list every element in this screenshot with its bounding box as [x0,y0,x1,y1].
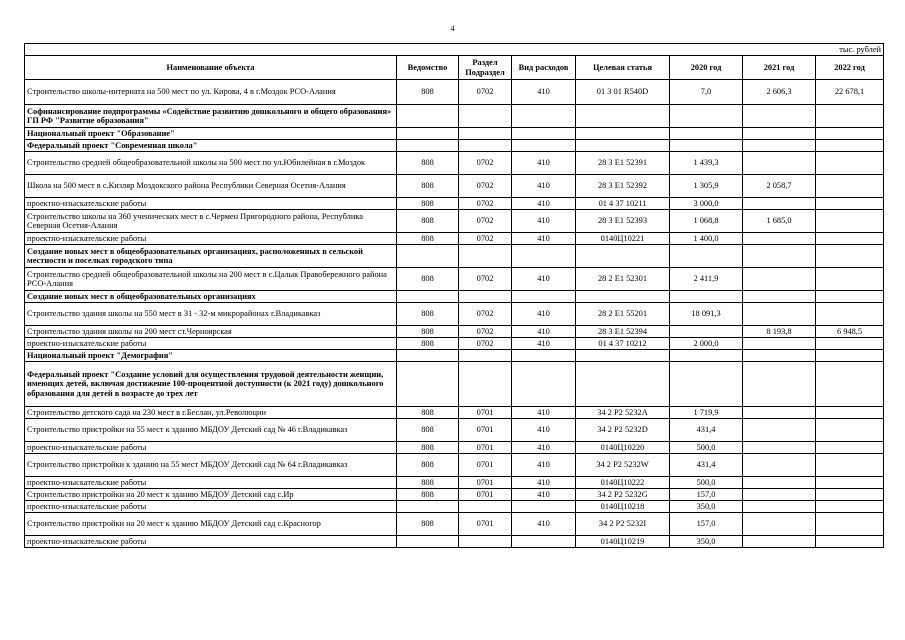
cell-target-item: 28 3 E1 52392 [576,175,670,198]
cell-target-item: 28 3 E1 52393 [576,210,670,233]
cell-target-item [576,128,670,140]
cell-department: 808 [397,152,459,175]
cell-name: Строительство средней общеобразовательной школы на 500 мест по ул.Юбилейная в г.Моздок [25,152,397,175]
cell-section [459,350,512,362]
cell-expense-type [512,536,576,548]
cell-2020: 157,0 [670,489,743,501]
cell-name: Софинансирование подпрограммы «Содействие развитию дошкольного и общего образования» ГП РФ "Развитие образования" [25,105,397,128]
cell-section: 0701 [459,442,512,454]
cell-department: 808 [397,303,459,326]
cell-2022 [816,152,884,175]
table-row [25,80,884,105]
cell-2022: 22 678,1 [816,80,884,105]
cell-department: 808 [397,268,459,291]
cell-department: 808 [397,513,459,536]
cell-2022 [816,140,884,152]
col-header-expense-type: Вид расходов [512,56,576,80]
cell-name: Федеральный проект "Современная школа" [25,140,397,152]
cell-section: 0702 [459,175,512,198]
cell-department [397,128,459,140]
cell-2022 [816,362,884,407]
cell-expense-type: 410 [512,210,576,233]
cell-department [397,245,459,268]
cell-target-item: 0140Ц10222 [576,477,670,489]
cell-department: 808 [397,454,459,477]
cell-name: Создание новых мест в общеобразовательных организациях, расположенных в сельской местности и поселках городского типа [25,245,397,268]
cell-2021 [743,128,816,140]
cell-target-item: 34 2 P2 5232G [576,489,670,501]
cell-target-item: 34 2 P2 5232I [576,513,670,536]
cell-name: проектно-изыскательские работы [25,233,397,245]
cell-2022 [816,442,884,454]
cell-2020 [670,245,743,268]
cell-name: Строительство пристройки на 20 мест к зданию МБДОУ Детский сад с.Ир [25,489,397,501]
cell-2022 [816,128,884,140]
cell-2022 [816,105,884,128]
page-number: 4 [450,24,455,33]
table-row [25,350,884,362]
cell-section [459,245,512,268]
cell-name: Национальный проект "Демография" [25,350,397,362]
cell-2022 [816,175,884,198]
col-header-name: Наименование объекта [25,56,397,80]
cell-2022 [816,407,884,419]
cell-department: 808 [397,477,459,489]
cell-target-item: 28 2 E1 55201 [576,303,670,326]
cell-2022 [816,350,884,362]
cell-2022 [816,198,884,210]
table-row [25,198,884,210]
cell-department [397,140,459,152]
cell-2021 [743,442,816,454]
cell-expense-type [512,362,576,407]
cell-2021 [743,268,816,291]
cell-department: 808 [397,489,459,501]
cell-target-item: 34 2 P2 5232W [576,454,670,477]
cell-expense-type: 410 [512,513,576,536]
cell-expense-type [512,245,576,268]
cell-name: Школа на 500 мест в с.Кизляр Моздокского района Республики Северная Осетия-Алания [25,175,397,198]
cell-2021: 8 193,8 [743,326,816,338]
table-row [25,210,884,233]
cell-2022 [816,245,884,268]
cell-2020: 7,0 [670,80,743,105]
cell-2020: 500,0 [670,442,743,454]
cell-expense-type [512,140,576,152]
cell-section: 0702 [459,233,512,245]
cell-2022 [816,513,884,536]
units-label: тыс. рублей [25,44,884,56]
cell-name: Строительство средней общеобразовательной школы на 200 мест в с.Цалык Правобережного района РСО-Алания [25,268,397,291]
cell-2021 [743,233,816,245]
cell-department [397,291,459,303]
cell-target-item: 28 2 E1 52301 [576,268,670,291]
cell-2022 [816,338,884,350]
table-row [25,152,884,175]
cell-expense-type: 410 [512,477,576,489]
cell-department: 808 [397,210,459,233]
budget-table [24,43,884,548]
cell-target-item [576,140,670,152]
table-row [25,454,884,477]
cell-department [397,536,459,548]
cell-2021 [743,245,816,268]
table-row [25,489,884,501]
cell-target-item: 0140Ц10221 [576,233,670,245]
cell-2022 [816,291,884,303]
cell-2021 [743,407,816,419]
cell-target-item: 0140Ц10218 [576,501,670,513]
cell-2020: 1 068,8 [670,210,743,233]
cell-2020: 1 305,9 [670,175,743,198]
cell-expense-type: 410 [512,233,576,245]
cell-2022 [816,419,884,442]
cell-name: Строительство пристройки на 55 мест к зданию МБДОУ Детский сад № 46 г.Владикавказ [25,419,397,442]
cell-2020 [670,362,743,407]
table-row [25,303,884,326]
cell-department [397,501,459,513]
cell-department: 808 [397,233,459,245]
cell-target-item: 28 3 E1 52391 [576,152,670,175]
cell-target-item [576,350,670,362]
cell-expense-type: 410 [512,152,576,175]
cell-2020: 157,0 [670,513,743,536]
table-row [25,326,884,338]
cell-2020 [670,105,743,128]
cell-2022 [816,477,884,489]
cell-expense-type: 410 [512,268,576,291]
cell-department: 808 [397,175,459,198]
cell-section [459,128,512,140]
cell-section [459,140,512,152]
cell-name: Строительство пристройки к зданию на 55 мест МБДОУ Детский сад № 64 г.Владикавказ [25,454,397,477]
cell-section: 0702 [459,268,512,291]
cell-section [459,105,512,128]
cell-section: 0701 [459,454,512,477]
cell-expense-type: 410 [512,80,576,105]
table-row [25,140,884,152]
col-header-2020: 2020 год [670,56,743,80]
cell-2020: 500,0 [670,477,743,489]
cell-2020 [670,140,743,152]
cell-name: Национальный проект "Образование" [25,128,397,140]
cell-2021 [743,198,816,210]
cell-expense-type: 410 [512,419,576,442]
cell-section: 0701 [459,407,512,419]
cell-section: 0701 [459,477,512,489]
cell-name: Создание новых мест в общеобразовательных организациях [25,291,397,303]
cell-2020: 1 719,9 [670,407,743,419]
cell-2021 [743,536,816,548]
cell-target-item: 01 3 01 R540D [576,80,670,105]
cell-2020 [670,128,743,140]
col-header-target-item: Целевая статья [576,56,670,80]
cell-name: проектно-изыскательские работы [25,442,397,454]
cell-expense-type [512,291,576,303]
cell-2020 [670,326,743,338]
header-row [25,56,884,80]
table-row [25,501,884,513]
cell-2020: 3 000,0 [670,198,743,210]
cell-name: Строительство детского сада на 230 мест в г.Беслан, ул.Революции [25,407,397,419]
cell-expense-type: 410 [512,326,576,338]
cell-section [459,291,512,303]
cell-2021 [743,489,816,501]
cell-2020: 431,4 [670,454,743,477]
cell-department: 808 [397,326,459,338]
cell-2021 [743,105,816,128]
cell-2022 [816,536,884,548]
cell-expense-type [512,105,576,128]
cell-expense-type: 410 [512,338,576,350]
cell-target-item: 0140Ц10220 [576,442,670,454]
cell-expense-type: 410 [512,175,576,198]
cell-department: 808 [397,407,459,419]
cell-2020: 18 091,3 [670,303,743,326]
cell-target-item [576,245,670,268]
cell-2020: 1 400,0 [670,233,743,245]
cell-section [459,536,512,548]
cell-department [397,362,459,407]
cell-target-item: 0140Ц10219 [576,536,670,548]
cell-department: 808 [397,80,459,105]
table-row [25,338,884,350]
cell-name: Строительство здания школы на 550 мест в 31 - 32-м микрорайонах г.Владикавказ [25,303,397,326]
cell-target-item [576,291,670,303]
cell-expense-type [512,501,576,513]
cell-section: 0702 [459,80,512,105]
cell-2022 [816,268,884,291]
cell-2021 [743,338,816,350]
cell-section: 0702 [459,326,512,338]
cell-section: 0701 [459,513,512,536]
cell-2020: 2 411,9 [670,268,743,291]
cell-2021 [743,362,816,407]
cell-target-item [576,105,670,128]
cell-section: 0701 [459,419,512,442]
cell-section [459,362,512,407]
cell-2021 [743,140,816,152]
table-row [25,128,884,140]
cell-expense-type: 410 [512,489,576,501]
cell-2021 [743,454,816,477]
cell-2020: 350,0 [670,501,743,513]
cell-department [397,350,459,362]
cell-2020: 350,0 [670,536,743,548]
cell-section: 0702 [459,303,512,326]
cell-target-item: 34 2 P2 5232A [576,407,670,419]
cell-department: 808 [397,198,459,210]
table-row [25,291,884,303]
cell-2022 [816,210,884,233]
cell-2020 [670,350,743,362]
table-row [25,362,884,407]
cell-expense-type: 410 [512,303,576,326]
cell-name: проектно-изыскательские работы [25,477,397,489]
cell-section [459,501,512,513]
cell-expense-type: 410 [512,407,576,419]
table-row [25,105,884,128]
cell-name: проектно-изыскательские работы [25,198,397,210]
cell-2022 [816,501,884,513]
cell-2022 [816,303,884,326]
cell-department: 808 [397,338,459,350]
cell-name: Строительство здания школы на 200 мест ст.Черноярская [25,326,397,338]
cell-department [397,105,459,128]
cell-target-item: 01 4 37 10212 [576,338,670,350]
cell-name: Строительство школы на 360 ученических мест в с.Чермен Пригородного района, Республика Северная Осетия-Алания [25,210,397,233]
cell-name: Строительство школы-интерната на 500 мест по ул. Кирова, 4 в г.Моздок РСО-Алания [25,80,397,105]
cell-target-item: 34 2 P2 5232D [576,419,670,442]
table-row [25,268,884,291]
table-row [25,233,884,245]
cell-2021: 2 606,3 [743,80,816,105]
cell-name: Строительство пристройки на 20 мест к зданию МБДОУ Детский сад с.Красногор [25,513,397,536]
cell-section: 0702 [459,152,512,175]
table-row [25,407,884,419]
cell-department: 808 [397,419,459,442]
cell-2021 [743,350,816,362]
col-header-2021: 2021 год [743,56,816,80]
cell-expense-type [512,350,576,362]
cell-2021: 1 685,0 [743,210,816,233]
cell-2021 [743,477,816,489]
cell-section: 0701 [459,489,512,501]
table-row [25,477,884,489]
table-row [25,245,884,268]
cell-target-item: 28 3 E1 52394 [576,326,670,338]
cell-department: 808 [397,442,459,454]
cell-section: 0702 [459,210,512,233]
table-row [25,175,884,198]
cell-2021 [743,419,816,442]
cell-2021 [743,513,816,536]
cell-2021: 2 058,7 [743,175,816,198]
cell-name: проектно-изыскательские работы [25,536,397,548]
cell-2022 [816,454,884,477]
cell-2022 [816,233,884,245]
cell-expense-type: 410 [512,454,576,477]
cell-name: Федеральный проект "Создание условий для осуществления трудовой деятельности женщин, имеющих детей, включая достижение 100-процентной доступности (к 2021 году) дошкольного образования для детей в возрасте до трех лет [25,362,397,407]
cell-2020 [670,291,743,303]
cell-section: 0702 [459,198,512,210]
cell-2021 [743,291,816,303]
cell-2022 [816,489,884,501]
table-row [25,513,884,536]
cell-2021 [743,501,816,513]
table-row [25,442,884,454]
cell-expense-type [512,128,576,140]
table-row [25,536,884,548]
col-header-2022: 2022 год [816,56,884,80]
col-header-section: Раздел Подраздел [459,56,512,80]
cell-2020: 2 000,0 [670,338,743,350]
cell-name: проектно-изыскательские работы [25,338,397,350]
cell-2020: 1 439,3 [670,152,743,175]
col-header-department: Ведомство [397,56,459,80]
cell-2021 [743,303,816,326]
cell-section: 0702 [459,338,512,350]
cell-2022: 6 948,5 [816,326,884,338]
cell-2020: 431,4 [670,419,743,442]
cell-expense-type: 410 [512,442,576,454]
table-row [25,419,884,442]
cell-target-item: 01 4 37 10211 [576,198,670,210]
cell-target-item [576,362,670,407]
cell-name: проектно-изыскательские работы [25,501,397,513]
cell-2021 [743,152,816,175]
cell-expense-type: 410 [512,198,576,210]
